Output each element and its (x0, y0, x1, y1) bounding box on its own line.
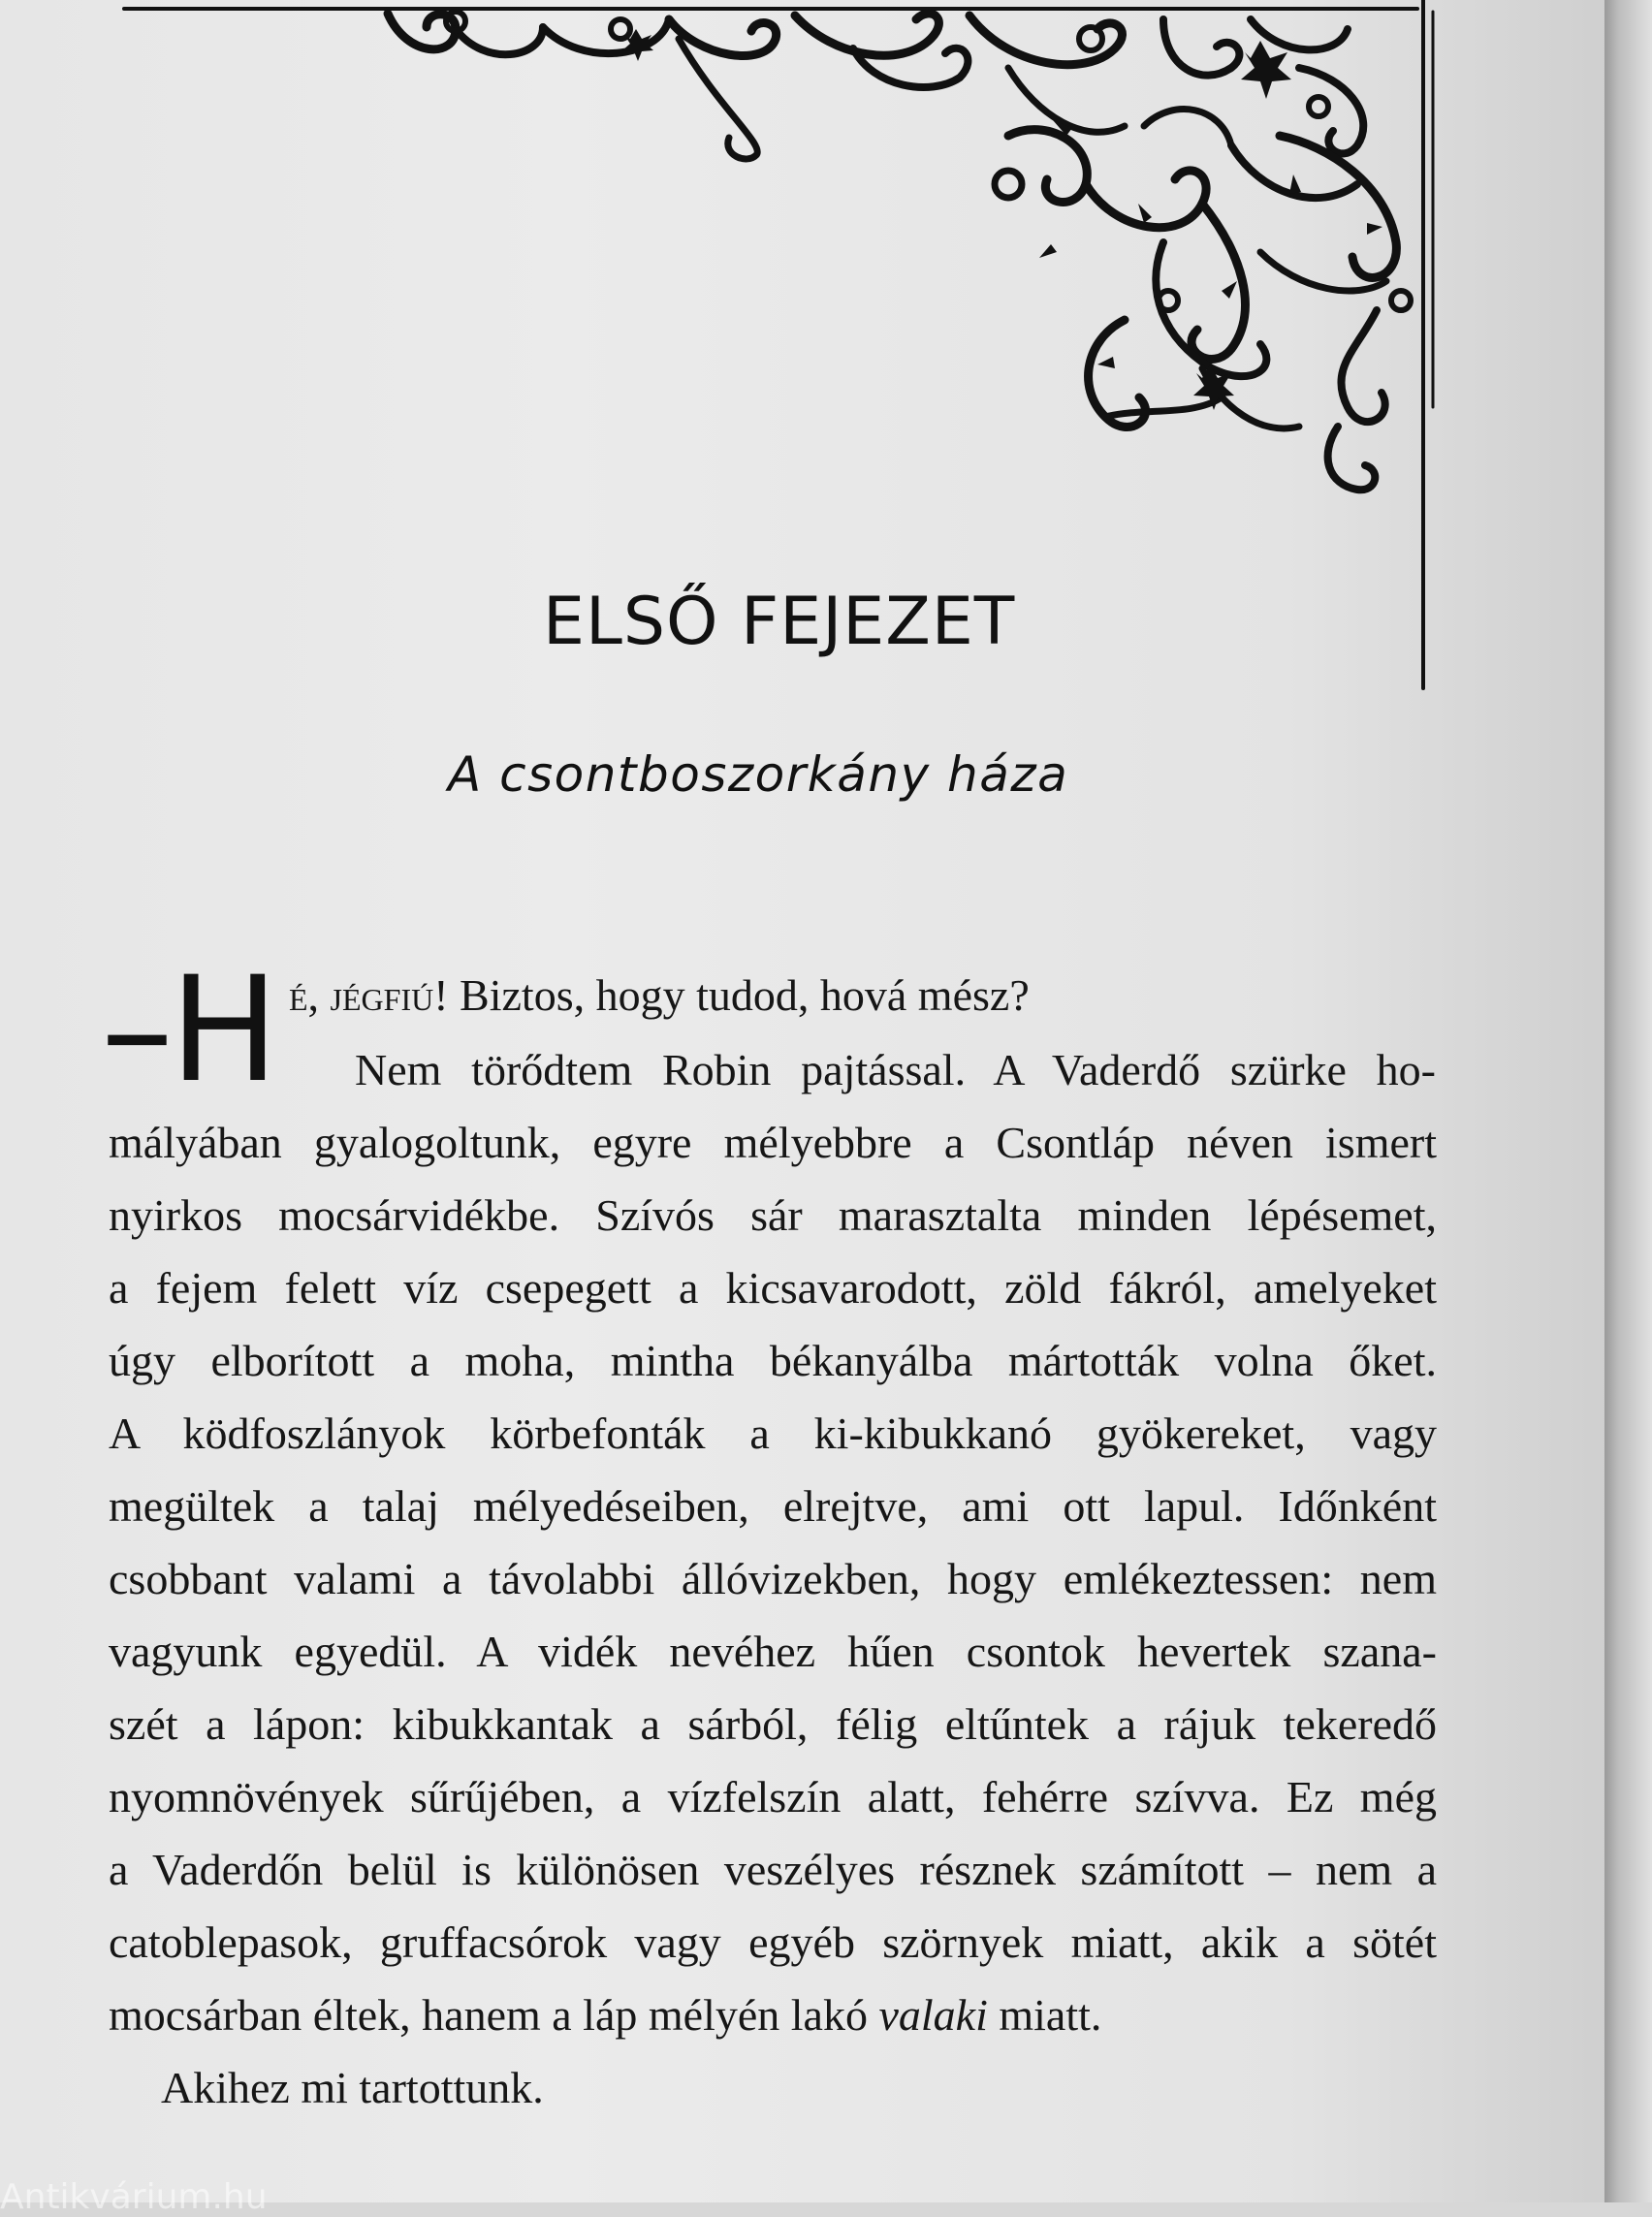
drop-cap: –H (101, 946, 275, 1115)
text-line (109, 1626, 1437, 1678)
text-span: szét a lápon: kibukkantak a sárból, félig eltűntek a rájuk tekeredő (109, 1699, 1437, 1749)
chapter-title: ELSŐ FEJEZET (543, 584, 1016, 660)
text-line (109, 1117, 1437, 1169)
text-span: valaki (878, 1990, 988, 2040)
text-line (109, 1480, 1437, 1533)
text-line (109, 1408, 1437, 1460)
text-span: mályában gyalogoltunk, egyre mélyebbre a Csontláp néven ismert (109, 1118, 1437, 1167)
text-span: é, jégfiú! (289, 970, 449, 1020)
text-span: miatt. (987, 1990, 1102, 2040)
text-line (109, 1553, 1437, 1605)
text-line (109, 1771, 1437, 1823)
text-line (109, 1989, 1437, 2042)
text-span: csobbant valami a távolabbi állóvizekben, hogy emlékeztessen: nem (109, 1554, 1437, 1603)
text-span: mocsárban éltek, hanem a láp mélyén lakó (109, 1990, 879, 2040)
text-span: megültek a talaj mélyedéseiben, elrejtve, ami ott lapul. Időnként (109, 1481, 1437, 1531)
chapter-subtitle: A csontboszorkány háza (448, 746, 1069, 803)
text-span: catoblepasok, gruffacsórok vagy egyéb szörnyek miatt, akik a sötét (109, 1917, 1437, 1967)
text-span: Biztos, hogy tudod, hová mész? (448, 970, 1030, 1020)
text-line (355, 1044, 1436, 1096)
text-span: nyirkos mocsárvidékbe. Szívós sár marasztalta minden lépésemet, (109, 1190, 1437, 1240)
text-span: vagyunk egyedül. A vidék nevéhez hűen csontok hevertek szana- (109, 1627, 1437, 1676)
watermark: Antikvárium.hu (0, 2177, 268, 2217)
text-line (109, 1844, 1437, 1896)
text-line (109, 1698, 1437, 1751)
text-span: nyomnövények sűrűjében, a vízfelszín alatt, fehérre szívva. Ez még (109, 1772, 1437, 1821)
text-span: a fejem felett víz csepegett a kicsavarodott, zöld fákról, amelyeket (109, 1263, 1437, 1313)
text-line (109, 1262, 1437, 1314)
text-line (161, 2062, 840, 2114)
text-span: A ködfoszlányok körbefonták a ki-kibukkanó gyökereket, vagy (109, 1409, 1437, 1458)
text-span: Akihez mi tartottunk. (161, 2063, 544, 2112)
text-line (289, 969, 1132, 1022)
text-span: úgy elborított a moha, mintha békanyálba mártották volna őket. (109, 1336, 1437, 1385)
text-line (109, 1916, 1437, 1969)
text-span: a Vaderdőn belül is különösen veszélyes résznek számított – nem a (109, 1845, 1437, 1894)
text-line (109, 1335, 1437, 1387)
text-line (109, 1189, 1437, 1242)
text-span: Nem törődtem Robin pajtással. A Vaderdő szürke ho- (355, 1045, 1436, 1094)
